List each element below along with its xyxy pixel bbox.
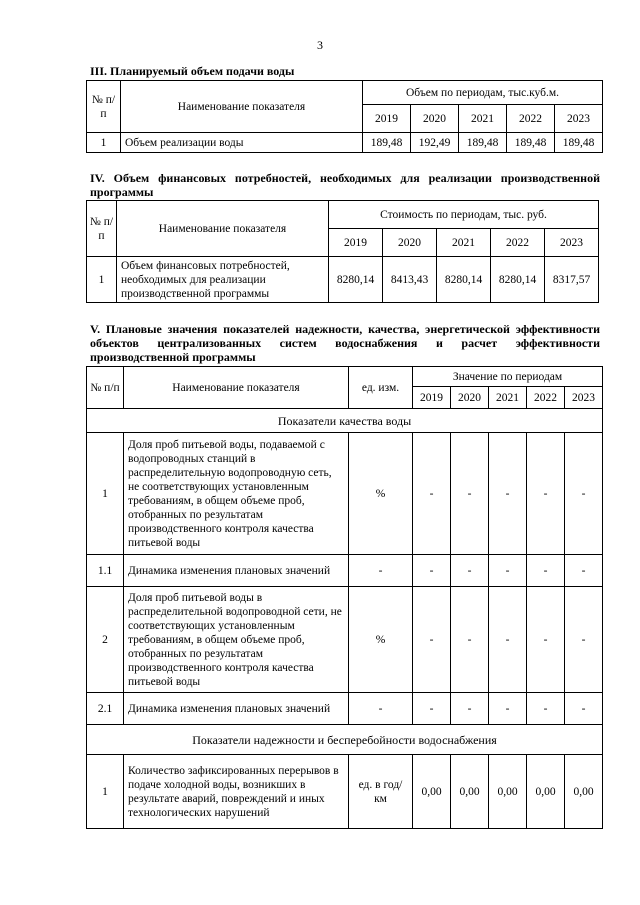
year-header: 2019 — [329, 229, 383, 257]
row-no: 1 — [87, 133, 121, 153]
row-value: - — [565, 693, 603, 725]
year-header: 2020 — [451, 387, 489, 409]
row-value: 8280,14 — [491, 257, 545, 303]
row-value: - — [489, 433, 527, 555]
table-row — [87, 257, 599, 303]
year-header: 2020 — [411, 105, 459, 133]
row-name: Доля проб питьевой воды в распределительной водопроводной сети, не соответствующих установленным требованиям, в общем объеме проб, отобранных по результатам производственного контроля качества питьевой воды — [124, 587, 349, 693]
section-5-title: V. Плановые значения показателей надежности, качества, энергетической эффективности объектов централизованных систем водоснабжения и расчет эффективности производственной программы — [90, 322, 600, 364]
row-unit: - — [349, 555, 413, 587]
row-value: 0,00 — [527, 755, 565, 829]
row-value: - — [413, 587, 451, 693]
row-no: 2 — [87, 587, 124, 693]
table-row — [87, 755, 603, 829]
year-header: 2023 — [565, 387, 603, 409]
row-value: 0,00 — [413, 755, 451, 829]
row-value: - — [413, 693, 451, 725]
row-value: - — [489, 693, 527, 725]
row-name: Доля проб питьевой воды, подаваемой с водопроводных станций в распределительную водопроводную сеть, не соответствующих установленным требованиям, в общем объеме проб, отобранных по результатам производственного контроля качества питьевой воды — [124, 433, 349, 555]
year-header: 2022 — [527, 387, 565, 409]
row-value: - — [451, 433, 489, 555]
col-no-header: № п/п — [87, 81, 121, 133]
row-value: - — [527, 555, 565, 587]
row-name: Объем финансовых потребностей, необходимых для реализации производственной программы — [117, 257, 329, 303]
row-no: 2.1 — [87, 693, 124, 725]
finance-table — [86, 200, 599, 303]
row-name: Количество зафиксированных перерывов в подаче холодной воды, возникших в результате аварий, повреждений и иных технологических нарушений — [124, 755, 349, 829]
col-name-header: Наименование показателя — [121, 81, 363, 133]
col-unit-header: ед. изм. — [349, 367, 413, 409]
year-header: 2021 — [489, 387, 527, 409]
row-name: Динамика изменения плановых значений — [124, 555, 349, 587]
row-unit: % — [349, 587, 413, 693]
table-row — [87, 133, 603, 153]
row-value: 8413,43 — [383, 257, 437, 303]
table-row — [87, 433, 603, 555]
col-name-header: Наименование показателя — [124, 367, 349, 409]
section-3-title: III. Планируемый объем подачи воды — [90, 64, 295, 78]
period-header: Значение по периодам — [413, 367, 603, 387]
row-value: - — [451, 693, 489, 725]
row-no: 1 — [87, 755, 124, 829]
group-header-quality: Показатели качества воды — [87, 409, 603, 433]
col-no-header: № п/п — [87, 367, 124, 409]
row-value: 189,48 — [555, 133, 603, 153]
year-header: 2023 — [545, 229, 599, 257]
year-header: 2019 — [413, 387, 451, 409]
row-value: 8317,57 — [545, 257, 599, 303]
row-value: 192,49 — [411, 133, 459, 153]
row-no: 1.1 — [87, 555, 124, 587]
row-unit: % — [349, 433, 413, 555]
row-value: - — [527, 587, 565, 693]
row-value: - — [413, 433, 451, 555]
period-header: Объем по периодам, тыс.куб.м. — [363, 81, 603, 105]
row-value: - — [527, 433, 565, 555]
row-value: - — [489, 587, 527, 693]
row-value: - — [565, 587, 603, 693]
year-header: 2022 — [507, 105, 555, 133]
year-header: 2019 — [363, 105, 411, 133]
row-value: - — [413, 555, 451, 587]
row-value: - — [565, 433, 603, 555]
row-unit: - — [349, 693, 413, 725]
row-unit: ед. в год/ км — [349, 755, 413, 829]
row-value: 0,00 — [489, 755, 527, 829]
row-name: Динамика изменения плановых значений — [124, 693, 349, 725]
row-no: 1 — [87, 433, 124, 555]
period-header: Стоимость по периодам, тыс. руб. — [329, 201, 599, 229]
row-value: - — [451, 587, 489, 693]
year-header: 2021 — [437, 229, 491, 257]
table-row — [87, 555, 603, 587]
year-header: 2020 — [383, 229, 437, 257]
col-name-header: Наименование показателя — [117, 201, 329, 257]
row-value: - — [527, 693, 565, 725]
row-value: 189,48 — [507, 133, 555, 153]
row-value: 0,00 — [451, 755, 489, 829]
row-value: 0,00 — [565, 755, 603, 829]
row-no: 1 — [87, 257, 117, 303]
table-row — [87, 693, 603, 725]
indicators-table — [86, 366, 603, 829]
row-value: - — [565, 555, 603, 587]
page-number: 3 — [317, 38, 323, 52]
row-value: 8280,14 — [437, 257, 491, 303]
row-name: Объем реализации воды — [121, 133, 363, 153]
table-row — [87, 587, 603, 693]
row-value: 189,48 — [363, 133, 411, 153]
group-header-reliability: Показатели надежности и бесперебойности водоснабжения — [87, 725, 603, 755]
year-header: 2021 — [459, 105, 507, 133]
volume-table — [86, 80, 603, 153]
year-header: 2022 — [491, 229, 545, 257]
row-value: - — [489, 555, 527, 587]
row-value: - — [451, 555, 489, 587]
year-header: 2023 — [555, 105, 603, 133]
row-value: 189,48 — [459, 133, 507, 153]
section-4-title: IV. Объем финансовых потребностей, необходимых для реализации производственной программы — [90, 171, 600, 199]
col-no-header: № п/п — [87, 201, 117, 257]
row-value: 8280,14 — [329, 257, 383, 303]
